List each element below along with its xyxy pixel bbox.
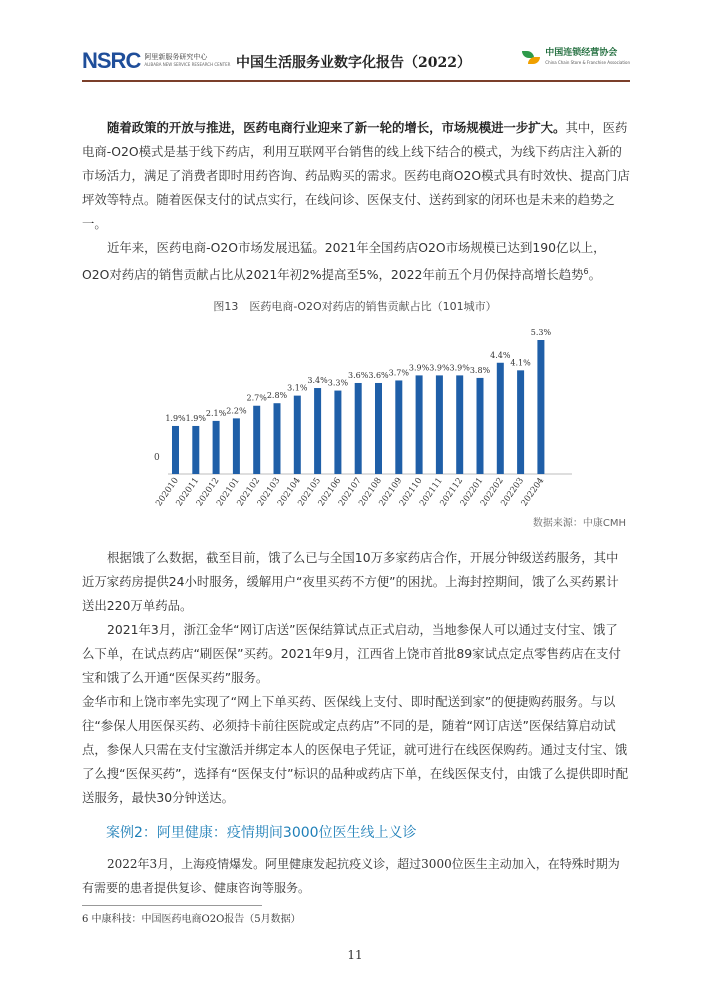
x-tick-label: 202112 (438, 475, 466, 509)
data-label: 2.1% (205, 408, 227, 418)
data-label: 3.7% (388, 368, 409, 378)
data-label: 3.4% (307, 376, 328, 386)
case-title: 案例2：阿里健康：疫情期间3000位医生线上义诊 (106, 825, 417, 841)
bar (477, 378, 484, 474)
data-label: 1.9% (185, 413, 206, 423)
x-tick-label: 202105 (296, 475, 324, 509)
data-label: 3.9% (408, 363, 430, 373)
paragraph-4: 2021年3月，浙江金华“网订店送”医保结算试点正式启动，当地参保人可以通过支付宝、饿了么下单，在试点药店“刷医保”买药。2021年9月，江西省上饶市首批89家试点定点零售药店在支付宝和饿了么开通“医保买药”服务。 (82, 622, 621, 685)
data-label: 3.6% (368, 370, 389, 380)
x-tick-label: 202203 (499, 475, 527, 509)
data-label: 3.1% (287, 383, 308, 393)
bar (497, 363, 504, 474)
page-header (82, 44, 630, 80)
x-tick-label: 202109 (377, 475, 405, 509)
bar (395, 380, 402, 474)
bar (192, 426, 199, 474)
data-source: 数据来源：中康CMH (532, 518, 626, 529)
data-label: 2.2% (226, 406, 247, 416)
data-label: 4.4% (490, 350, 511, 360)
page-number: 11 (347, 948, 363, 962)
bar (355, 383, 362, 474)
ccfa-logo-cn: 中国连锁经营协会 (545, 48, 618, 58)
bar (274, 403, 281, 474)
bar-chart (140, 318, 580, 518)
x-tick-label: 202111 (418, 475, 445, 509)
nsrc-logo (82, 48, 230, 74)
y-zero-label: 0 (154, 453, 160, 463)
bar (294, 396, 301, 474)
data-label: 3.9% (449, 363, 470, 373)
x-tick-label: 202101 (215, 475, 242, 509)
data-label: 3.8% (469, 365, 491, 375)
footnote-divider (82, 905, 262, 906)
nsrc-logo-text: NSRC (82, 48, 141, 73)
x-tick-label: 202202 (478, 475, 506, 509)
x-tick-label: 202103 (255, 475, 283, 509)
bar (334, 391, 341, 474)
ccfa-logo (520, 48, 630, 68)
x-tick-label: 202012 (194, 475, 222, 509)
x-tick-label: 202201 (458, 475, 486, 509)
data-label: 2.8% (266, 391, 288, 401)
x-tick-label: 202106 (316, 475, 344, 509)
ccfa-leaf-icon (520, 48, 542, 68)
document-title: 中国生活服务业数字化报告（2022） (236, 55, 471, 71)
nsrc-logo-en: ALIBABA NEW SERVICE RESEARCH CENTER (144, 62, 231, 67)
footnote-ref: 6 (583, 267, 589, 276)
paragraph-2: 近年来，医药电商-O2O市场发展迅猛。2021年全国药店O2O市场规模已达到190亿以上，O2O对药店的销售贡献占比从2021年初2%提高至5%，2022年前五个月仍保持高增长趋势$^6$。 (82, 240, 606, 283)
ccfa-logo-en: China Chain Store & Franchise Association (545, 60, 630, 65)
x-tick-label: 202204 (519, 475, 547, 509)
paragraph-3: 根据饿了么数据，截至目前，饿了么已与全国10万多家药店合作，开展分钟级送药服务，其中近万家药房提供24小时服务，缓解用户“夜里买药不方便”的困扰。上海封控期间，饿了么买药累计送出220万单药品。 (82, 550, 619, 613)
data-label: 3.9% (429, 363, 450, 373)
paragraph-6: 2022年3月，上海疫情爆发。阿里健康发起抗疫义诊，超过3000位医生主动加入，在特殊时期为有需要的患者提供复诊、健康咨询等服务。 (82, 857, 620, 895)
x-tick-label: 202108 (357, 475, 384, 509)
bar (416, 375, 423, 474)
bar (253, 406, 260, 474)
bar (375, 383, 382, 474)
bar (172, 426, 179, 474)
bar (537, 340, 544, 474)
x-tick-label: 202010 (154, 475, 181, 509)
data-label: 4.1% (510, 358, 531, 368)
data-label: 5.3% (530, 328, 552, 337)
bar (314, 388, 321, 474)
data-label: 1.9% (165, 413, 186, 423)
header-divider (82, 80, 630, 82)
nsrc-logo-cn: 阿里新服务研究中心 (144, 53, 208, 61)
x-tick-label: 202107 (336, 475, 364, 509)
bar (517, 370, 524, 474)
paragraph-1-lead: 随着政策的开放与推进，医药电商行业迎来了新一轮的增长，市场规模进一步扩大。 (107, 120, 566, 135)
x-tick-label: 202110 (397, 475, 425, 509)
data-label: 2.7% (246, 393, 267, 403)
x-tick-label: 202102 (235, 475, 263, 509)
bar (233, 418, 240, 474)
x-tick-label: 202011 (174, 475, 202, 509)
data-label: 3.3% (327, 378, 349, 388)
x-tick-label: 202104 (275, 475, 303, 509)
bar (213, 421, 220, 474)
paragraph-2-body: 近年来，医药电商-O2O市场发展迅猛。2021年全国药店O2O市场规模已达到190亿以上，O2O对药店的销售贡献占比从2021年初2%提高至5%，2022年前五个月仍保持高增长趋势 (82, 240, 606, 283)
bar (436, 375, 443, 474)
paragraph-1-body: 其中，医药电商-O2O模式是基于线下药店，利用互联网平台销售的线上线下结合的模式，为线下药店注入新的市场活力，满足了消费者即时用药咨询、药品购买的需求。医药电商O2O模式具有时效快、提高门店坪效等特点。随着医保支付的试点实行，在线问诊、医保支付、送药到家的闭环也是未来的趋势之一。 (82, 120, 630, 231)
bar (456, 375, 463, 474)
footnote: 6 中康科技：中国医药电商O2O报告（5月数据） (82, 914, 301, 925)
paragraph-5: 金华市和上饶市率先实现了“网上下单买药、医保线上支付、即时配送到家”的便捷购药服务。与以往“参保人用医保买药、必须持卡前往医院或定点药店”不同的是，随着“网订店送”医保结算启动试点，参保人只需在支付宝激活并绑定本人的医保电子凭证，就可进行在线医保购药。通过支付宝、饿了么搜“医保买药”，选择有“医保支付”标识的品种或药店下单，在线医保支付，由饿了么提供即时配送服务，最快30分钟送达。 (82, 694, 629, 805)
paragraph-1 (82, 116, 630, 236)
data-label: 3.6% (348, 370, 369, 380)
figure-caption: 图13 医药电商-O2O对药店的销售贡献占比（101城市） (213, 300, 497, 313)
